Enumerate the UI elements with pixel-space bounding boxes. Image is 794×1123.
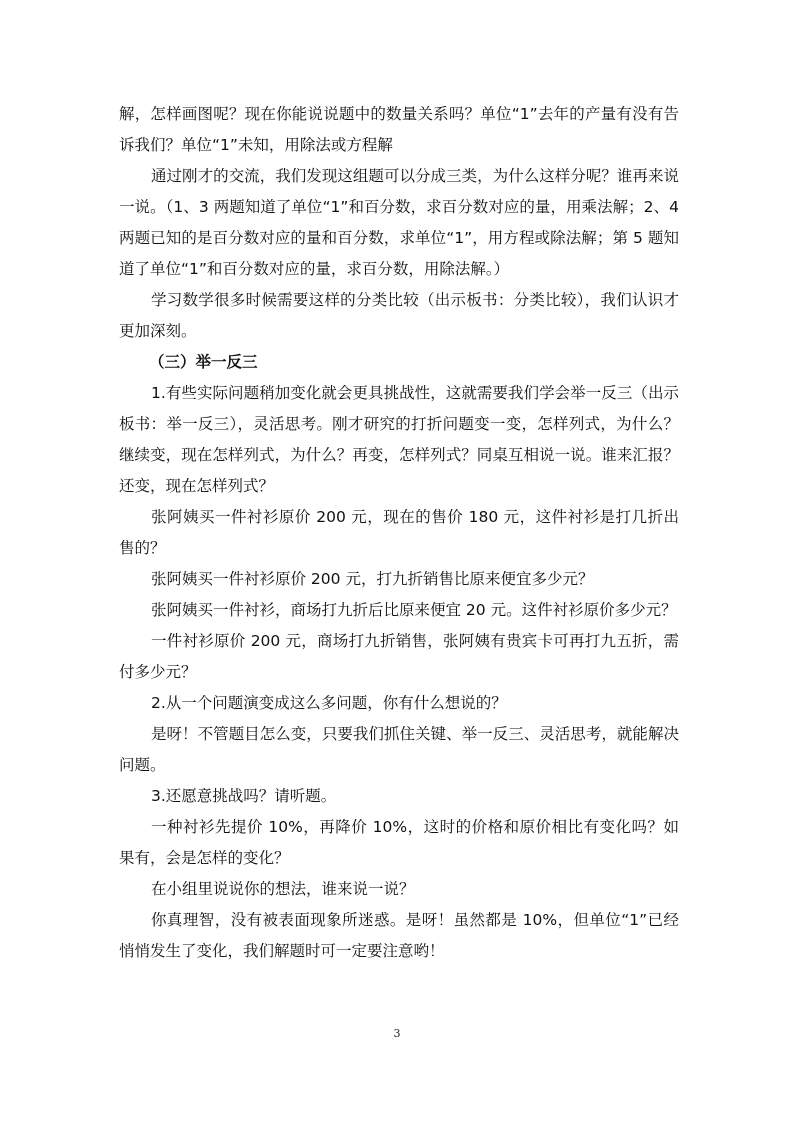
page-number: 3: [393, 1027, 401, 1040]
problem-1: 张阿姨买一件衬衫原价 200 元，现在的售价 180 元，这件衬衫是打几折出售的？: [119, 508, 679, 557]
paragraph-item-3: 3.还愿意挑战吗？请听题。: [151, 787, 337, 805]
paragraph-comparison: 学习数学很多时候需要这样的分类比较（出示板书：分类比较），我们认识才更加深刻。: [119, 291, 679, 340]
paragraph-classification: 通过刚才的交流，我们发现这组题可以分成三类，为什么这样分呢？谁再来说一说。（1、3 两题知道了单位“1”和百分数，求百分数对应的量，用乘法解；2、4 两题已知的是百分数对应的量和百分数，求单位“1”，用方程或除法解；第 5 题知道了单位“1”和百分数对应的量，求百分数，用除法解。）: [119, 167, 679, 278]
paragraph-response: 是呀！不管题目怎么变，只要我们抓住关键、举一反三、灵活思考，就能解决问题。: [119, 725, 679, 774]
problem-4: 一件衬衫原价 200 元，商场打九折销售，张阿姨有贵宾卡可再打九五折，需付多少元？: [119, 632, 679, 681]
problem-2: 张阿姨买一件衬衫原价 200 元，打九折销售比原来便宜多少元？: [151, 570, 594, 588]
paragraph-item-1: 1.有些实际问题稍加变化就会更具挑战性，这就需要我们学会举一反三（出示板书：举一反三），灵活思考。刚才研究的打折问题变一变，怎样列式，为什么？继续变，现在怎样列式，为什么？再变，怎样列式？同桌互相说一说。谁来汇报？还变，现在怎样列式？: [119, 384, 679, 495]
section-heading: （三）举一反三: [149, 353, 258, 371]
paragraph-continuation: 解，怎样画图呢？现在你能说说题中的数量关系吗？单位“1”去年的产量有没有告诉我们？单位“1”未知，用除法或方程解: [119, 105, 679, 154]
problem-5: 一种衬衫先提价 10%，再降价 10%，这时的价格和原价相比有变化吗？如果有，会是怎样的变化？: [119, 818, 679, 867]
paragraph-group-discussion: 在小组里说说你的想法，谁来说一说？: [151, 880, 415, 898]
page-body: [119, 99, 679, 967]
problem-3: 张阿姨买一件衬衫，商场打九折后比原来便宜 20 元。这件衬衫原价多少元？: [151, 601, 677, 619]
paragraph-conclusion: 你真理智，没有被表面现象所迷惑。是呀！虽然都是 10%，但单位“1”已经悄悄发生了变化，我们解题时可一定要注意哟！: [119, 911, 679, 960]
paragraph-item-2: 2.从一个问题演变成这么多问题，你有什么想说的？: [151, 694, 507, 712]
